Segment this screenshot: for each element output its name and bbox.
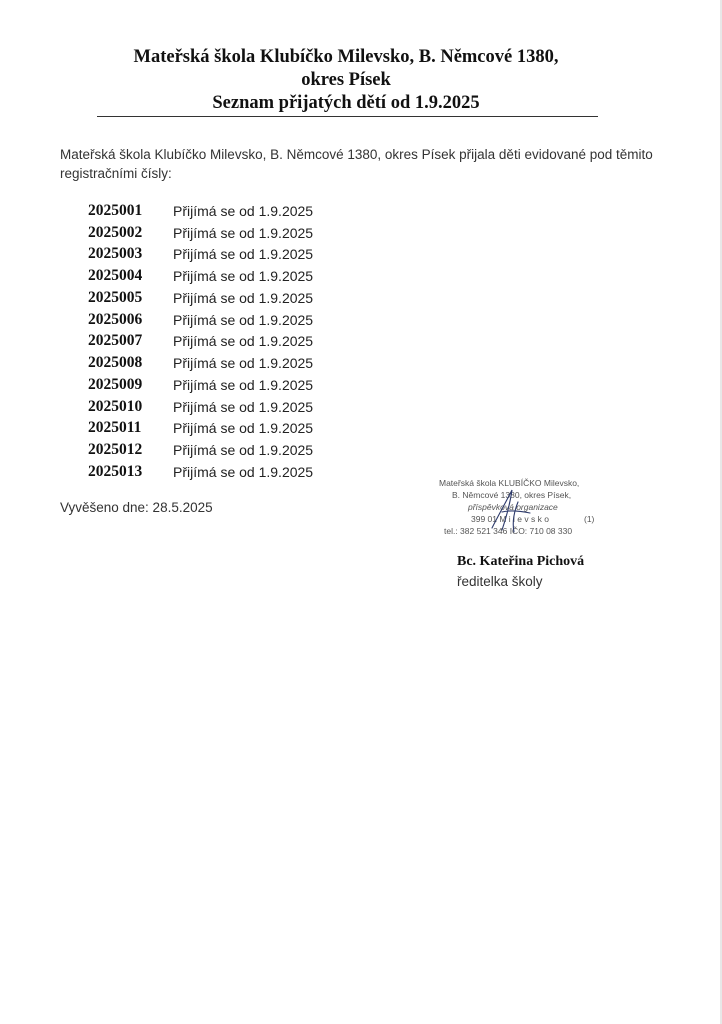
registration-number: 2025001 xyxy=(88,201,143,219)
registration-number: 2025003 xyxy=(88,245,143,263)
admission-status: Přijímá se od 1.9.2025 xyxy=(173,202,314,219)
posted-date: Vyvěšeno dne: 28.5.2025 xyxy=(60,500,213,515)
admission-list xyxy=(88,200,313,483)
registration-number: 2025006 xyxy=(88,310,143,328)
admission-status: Přijímá se od 1.9.2025 xyxy=(173,463,314,480)
admission-row xyxy=(88,461,313,483)
registration-number: 2025009 xyxy=(88,375,143,393)
registration-number: 2025007 xyxy=(88,332,143,350)
intro-paragraph xyxy=(60,145,660,183)
intro-line-1: Mateřská škola Klubíčko Milevsko, B. Němcové 1380, okres Písek přijala děti evidované pod těmito xyxy=(60,147,653,162)
admission-status: Přijímá se od 1.9.2025 xyxy=(173,355,314,372)
registration-number: 2025011 xyxy=(88,419,142,437)
admission-row xyxy=(88,439,313,461)
admission-status: Přijímá se od 1.9.2025 xyxy=(173,333,314,350)
registration-number: 2025004 xyxy=(88,267,143,285)
stamp-line-number: (1) xyxy=(584,514,595,524)
stamp-line-contact: tel.: 382 521 346 IČO: 710 08 330 xyxy=(444,526,573,536)
stamp-line-school: Mateřská škola KLUBÍČKO Milevsko, xyxy=(439,478,580,488)
admission-status: Přijímá se od 1.9.2025 xyxy=(173,246,314,263)
admission-status: Přijímá se od 1.9.2025 xyxy=(173,289,314,306)
stamp-line-address: B. Němcové 1380, okres Písek, xyxy=(452,490,572,500)
admission-status: Přijímá se od 1.9.2025 xyxy=(173,398,314,415)
registration-number: 2025010 xyxy=(88,397,143,415)
signer-name: Bc. Kateřina Pichová xyxy=(457,554,585,569)
stamp-line-type: příspěvková organizace xyxy=(468,502,558,512)
title-underline xyxy=(97,116,598,117)
admission-row xyxy=(88,352,313,374)
registration-number: 2025012 xyxy=(88,441,143,459)
admission-status: Přijímá se od 1.9.2025 xyxy=(173,376,314,393)
admission-row xyxy=(88,244,313,266)
document-header xyxy=(95,46,597,115)
admission-row xyxy=(88,418,313,440)
document-title: Seznam přijatých dětí od 1.9.2025 xyxy=(212,93,480,113)
admission-row xyxy=(88,331,313,353)
intro-line-2: registračními čísly: xyxy=(60,166,172,181)
admission-status: Přijímá se od 1.9.2025 xyxy=(173,311,314,328)
handwritten-signature xyxy=(440,482,600,546)
admission-row xyxy=(88,200,313,222)
admission-row xyxy=(88,396,313,418)
registration-number: 2025013 xyxy=(88,462,143,480)
registration-number: 2025002 xyxy=(88,223,143,241)
admission-status: Přijímá se od 1.9.2025 xyxy=(173,442,314,459)
admission-status: Přijímá se od 1.9.2025 xyxy=(173,268,314,285)
admission-row xyxy=(88,222,313,244)
signer-role: ředitelka školy xyxy=(457,574,543,589)
header-line-district: okres Písek xyxy=(301,70,391,90)
admission-row xyxy=(88,309,313,331)
admission-row xyxy=(88,374,313,396)
header-line-school: Mateřská škola Klubíčko Milevsko, B. Němcové 1380, xyxy=(133,47,559,67)
admission-status: Přijímá se od 1.9.2025 xyxy=(173,224,314,241)
admission-row xyxy=(88,287,313,309)
stamp-line-city: 399 01 M i l e v s k o xyxy=(471,514,549,524)
admission-status: Přijímá se od 1.9.2025 xyxy=(173,420,314,437)
registration-number: 2025008 xyxy=(88,354,143,372)
admission-row xyxy=(88,265,313,287)
registration-number: 2025005 xyxy=(88,288,143,306)
